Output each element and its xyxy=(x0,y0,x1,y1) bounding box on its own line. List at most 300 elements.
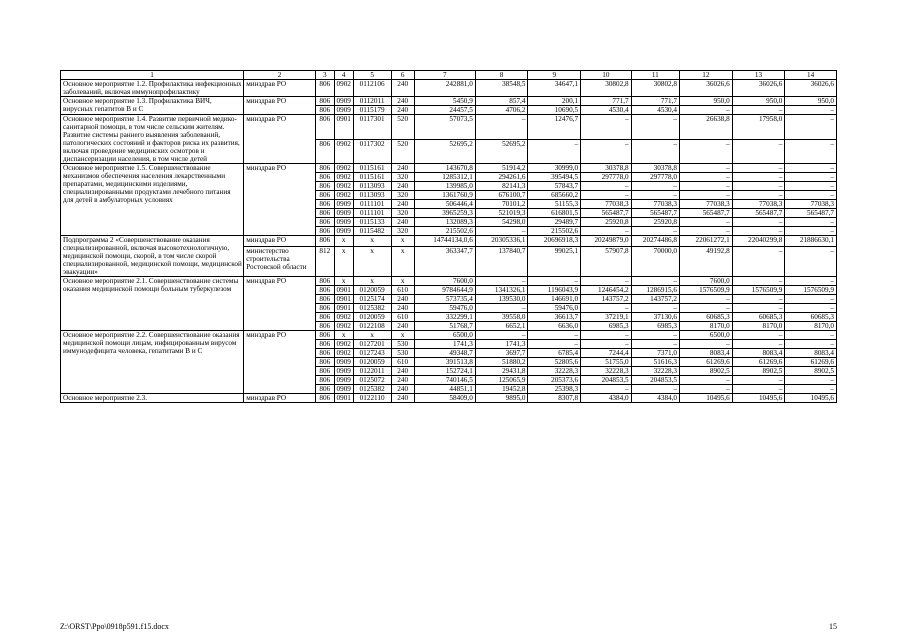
amount-cell: 77038,3 xyxy=(785,200,837,209)
responsible-executor: минздрав РО xyxy=(244,236,316,247)
amount-cell: 8083,4 xyxy=(785,349,837,358)
amount-cell: 51768,7 xyxy=(414,322,475,331)
amount-cell: 37219,1 xyxy=(581,313,632,322)
amount-cell: 59476,0 xyxy=(414,304,475,313)
amount-cell: 363347,7 xyxy=(414,246,475,276)
amount-cell: – xyxy=(680,191,733,200)
amount-cell: – xyxy=(475,304,528,313)
code-cell: 0115133 xyxy=(353,218,391,227)
code-cell: 0113093 xyxy=(353,191,391,200)
code-cell: 806 xyxy=(315,331,334,340)
code-cell: 0122110 xyxy=(353,394,391,403)
amount-cell: – xyxy=(581,331,632,340)
amount-cell: 573735,4 xyxy=(414,295,475,304)
amount-cell: – xyxy=(631,277,679,286)
amount-cell: 297778,0 xyxy=(631,173,679,182)
amount-cell: 740146,5 xyxy=(414,376,475,385)
code-cell: 240 xyxy=(391,97,414,106)
code-cell: 806 xyxy=(315,218,334,227)
table-body xyxy=(61,80,837,403)
amount-cell: 8902,5 xyxy=(785,367,837,376)
amount-cell: – xyxy=(785,295,837,304)
table-row xyxy=(61,164,837,173)
amount-cell: 4706,2 xyxy=(475,106,528,115)
code-cell: 812 xyxy=(315,246,334,276)
amount-cell: 6985,3 xyxy=(581,322,632,331)
amount-cell: 36026,6 xyxy=(785,80,837,97)
code-cell: 610 xyxy=(391,286,414,295)
amount-cell: 143757,2 xyxy=(581,295,632,304)
code-cell: x xyxy=(334,246,353,276)
code-cell: x xyxy=(334,331,353,340)
amount-cell: – xyxy=(680,139,733,164)
amount-cell: 294261,6 xyxy=(475,173,528,182)
amount-cell: 82141,3 xyxy=(475,182,528,191)
code-cell: 240 xyxy=(391,80,414,97)
amount-cell: 215502,6 xyxy=(528,227,581,236)
code-cell: 530 xyxy=(391,349,414,358)
code-cell: 0902 xyxy=(334,80,353,97)
code-cell: 806 xyxy=(315,80,334,97)
amount-cell: – xyxy=(785,218,837,227)
code-cell: 0901 xyxy=(334,394,353,403)
amount-cell: – xyxy=(631,139,679,164)
code-cell: 806 xyxy=(315,394,334,403)
amount-cell: 4530,4 xyxy=(581,106,632,115)
code-cell: 806 xyxy=(315,286,334,295)
amount-cell: – xyxy=(680,106,733,115)
responsible-executor: минздрав РО xyxy=(244,115,316,164)
amount-cell: 20249879,0 xyxy=(581,236,632,247)
amount-cell: 204853,5 xyxy=(581,376,632,385)
amount-cell: 14744134,0,6 xyxy=(414,236,475,247)
code-cell: 0125382 xyxy=(353,304,391,313)
column-header-10: 10 xyxy=(581,71,632,80)
code-cell: 0111101 xyxy=(353,209,391,218)
amount-cell: – xyxy=(631,115,679,140)
amount-cell: 49348,7 xyxy=(414,349,475,358)
amount-cell: – xyxy=(732,304,785,313)
amount-cell: 242881,0 xyxy=(414,80,475,97)
amount-cell: 52695,2 xyxy=(475,139,528,164)
column-header-3: 3 xyxy=(315,71,334,80)
code-cell: 240 xyxy=(391,200,414,209)
code-cell: x xyxy=(334,277,353,286)
amount-cell: – xyxy=(785,191,837,200)
amount-cell: 25920,8 xyxy=(631,218,679,227)
amount-cell: 51914,2 xyxy=(475,164,528,173)
code-cell: 0125072 xyxy=(353,376,391,385)
amount-cell: – xyxy=(732,218,785,227)
code-cell: 806 xyxy=(315,376,334,385)
amount-cell: 77038,3 xyxy=(680,200,733,209)
amount-cell: – xyxy=(631,385,679,394)
program-description: Основное мероприятие 2.3. xyxy=(61,394,244,403)
amount-cell: – xyxy=(680,173,733,182)
amount-cell: – xyxy=(581,304,632,313)
amount-cell: 51155,3 xyxy=(528,200,581,209)
amount-cell: 10495,6 xyxy=(732,394,785,403)
code-cell: 0909 xyxy=(334,97,353,106)
code-cell: x xyxy=(391,236,414,247)
responsible-executor: минздрав РО xyxy=(244,394,316,403)
amount-cell: 4384,0 xyxy=(631,394,679,403)
amount-cell: – xyxy=(732,164,785,173)
amount-cell: – xyxy=(785,115,837,140)
amount-cell: 139985,0 xyxy=(414,182,475,191)
amount-cell: 6500,0 xyxy=(680,331,733,340)
amount-cell: – xyxy=(631,227,679,236)
amount-cell: 3697,7 xyxy=(475,349,528,358)
budget-table xyxy=(60,70,837,403)
amount-cell: – xyxy=(785,331,837,340)
column-header-13: 13 xyxy=(732,71,785,80)
amount-cell: 565487,7 xyxy=(785,209,837,218)
footer-file-path: Z:\ORST\Ppo\0918p591.f15.docx xyxy=(60,622,169,631)
column-header-12: 12 xyxy=(680,71,733,80)
amount-cell: 57907,8 xyxy=(581,246,632,276)
amount-cell: 52805,6 xyxy=(528,358,581,367)
amount-cell: 771,7 xyxy=(631,97,679,106)
code-cell: x xyxy=(353,277,391,286)
table-row xyxy=(61,97,837,106)
amount-cell: – xyxy=(475,115,528,140)
column-header-4: 4 xyxy=(334,71,353,80)
code-cell: 0120059 xyxy=(353,313,391,322)
program-description: Основное мероприятие 1.5. Совершенствование механизмов обеспечения населения лекарственными препаратами, медицинскими изделиями, специализированными продуктами лечебного питания для детей в амбулаторных условиях xyxy=(61,164,244,236)
amount-cell: 20696918,3 xyxy=(528,236,581,247)
amount-cell: 5450,9 xyxy=(414,97,475,106)
code-cell: 806 xyxy=(315,164,334,173)
amount-cell: 506446,4 xyxy=(414,200,475,209)
amount-cell: 61269,6 xyxy=(785,358,837,367)
column-header-2: 2 xyxy=(244,71,316,80)
program-description: Основное мероприятие 1.3. Профилактика ВИЧ, вирусных гепатитов В и С xyxy=(61,97,244,115)
amount-cell: 51880,2 xyxy=(475,358,528,367)
amount-cell: 1741,3 xyxy=(414,340,475,349)
amount-cell: – xyxy=(581,139,632,164)
amount-cell: 51755,0 xyxy=(581,358,632,367)
amount-cell: 30999,0 xyxy=(528,164,581,173)
amount-cell: 3965259,3 xyxy=(414,209,475,218)
amount-cell: 9895,0 xyxy=(475,394,528,403)
responsible-executor: минздрав РО xyxy=(244,331,316,394)
code-cell: 0111101 xyxy=(353,200,391,209)
amount-cell: 7600,0 xyxy=(680,277,733,286)
amount-cell: – xyxy=(785,246,837,276)
amount-cell: 49192,8 xyxy=(680,246,733,276)
code-cell: 0909 xyxy=(334,358,353,367)
amount-cell: – xyxy=(732,376,785,385)
amount-cell: 8083,4 xyxy=(732,349,785,358)
code-cell: 0902 xyxy=(334,349,353,358)
amount-cell: 1361760,9 xyxy=(414,191,475,200)
amount-cell: 771,7 xyxy=(581,97,632,106)
amount-cell: 36026,6 xyxy=(732,80,785,97)
amount-cell: 10495,6 xyxy=(680,394,733,403)
amount-cell: – xyxy=(680,164,733,173)
amount-cell: 30378,8 xyxy=(581,164,632,173)
amount-cell: 1246454,2 xyxy=(581,286,632,295)
code-cell: 0902 xyxy=(334,164,353,173)
amount-cell: 565487,7 xyxy=(732,209,785,218)
amount-cell: 1285312,1 xyxy=(414,173,475,182)
code-cell: 0115161 xyxy=(353,173,391,182)
code-cell: 806 xyxy=(315,200,334,209)
amount-cell: – xyxy=(680,182,733,191)
code-cell: 0909 xyxy=(334,200,353,209)
program-description: Основное мероприятие 1.2. Профилактика инфекционных заболеваний, включая иммунопрофилактику xyxy=(61,80,244,97)
amount-cell: 6985,3 xyxy=(631,322,679,331)
column-number-header xyxy=(61,71,837,80)
amount-cell: 19452,8 xyxy=(475,385,528,394)
code-cell: 806 xyxy=(315,349,334,358)
code-cell: 806 xyxy=(315,97,334,106)
code-cell: 240 xyxy=(391,295,414,304)
code-cell: 0902 xyxy=(334,173,353,182)
code-cell: 806 xyxy=(315,139,334,164)
amount-cell: 39558,0 xyxy=(475,313,528,322)
column-header-6: 6 xyxy=(391,71,414,80)
amount-cell: 29431,8 xyxy=(475,367,528,376)
code-cell: 240 xyxy=(391,106,414,115)
amount-cell: 8902,5 xyxy=(680,367,733,376)
amount-cell: 17958,0 xyxy=(732,115,785,140)
amount-cell: – xyxy=(732,173,785,182)
amount-cell: – xyxy=(785,173,837,182)
column-header-8: 8 xyxy=(475,71,528,80)
column-header-1: 1 xyxy=(61,71,244,80)
amount-cell: 7600,0 xyxy=(414,277,475,286)
responsible-executor: минздрав РО xyxy=(244,277,316,331)
code-cell: 0115179 xyxy=(353,106,391,115)
amount-cell: – xyxy=(528,277,581,286)
amount-cell: – xyxy=(785,304,837,313)
amount-cell: 61269,6 xyxy=(732,358,785,367)
code-cell: x xyxy=(353,246,391,276)
code-cell: 0117302 xyxy=(353,139,391,164)
amount-cell: 950,0 xyxy=(732,97,785,106)
code-cell: 320 xyxy=(391,209,414,218)
amount-cell: – xyxy=(475,277,528,286)
table-row xyxy=(61,394,837,403)
code-cell: 0122011 xyxy=(353,367,391,376)
amount-cell: – xyxy=(785,227,837,236)
amount-cell: 70101,2 xyxy=(475,200,528,209)
amount-cell: – xyxy=(680,218,733,227)
amount-cell: 395494,5 xyxy=(528,173,581,182)
amount-cell: – xyxy=(581,191,632,200)
code-cell: 806 xyxy=(315,277,334,286)
amount-cell: 139530,0 xyxy=(475,295,528,304)
code-cell: 0112106 xyxy=(353,80,391,97)
amount-cell: 125065,9 xyxy=(475,376,528,385)
amount-cell: – xyxy=(680,340,733,349)
amount-cell: 51616,3 xyxy=(631,358,679,367)
code-cell: x xyxy=(391,277,414,286)
amount-cell: 58409,0 xyxy=(414,394,475,403)
amount-cell: – xyxy=(475,227,528,236)
amount-cell: 52695,2 xyxy=(414,139,475,164)
code-cell: 530 xyxy=(391,340,414,349)
program-description: Основное мероприятие 2.2. Совершенствование оказания медицинской помощи лицам, инфицированным вирусом иммунодефицита человека, гепатитами В и С xyxy=(61,331,244,394)
amount-cell: – xyxy=(680,376,733,385)
amount-cell: 20274486,8 xyxy=(631,236,679,247)
code-cell: 520 xyxy=(391,139,414,164)
amount-cell: 7371,0 xyxy=(631,349,679,358)
budget-table-container xyxy=(60,70,837,403)
amount-cell: 30378,8 xyxy=(631,164,679,173)
code-cell: 0117301 xyxy=(353,115,391,140)
amount-cell: – xyxy=(785,340,837,349)
amount-cell: – xyxy=(785,277,837,286)
amount-cell: 857,4 xyxy=(475,97,528,106)
code-cell: 0901 xyxy=(334,295,353,304)
amount-cell: 616801,5 xyxy=(528,209,581,218)
code-cell: 806 xyxy=(315,191,334,200)
amount-cell: – xyxy=(732,106,785,115)
amount-cell: – xyxy=(785,182,837,191)
code-cell: 240 xyxy=(391,304,414,313)
amount-cell: – xyxy=(680,304,733,313)
amount-cell: 32228,3 xyxy=(528,367,581,376)
amount-cell: 8307,8 xyxy=(528,394,581,403)
code-cell: 0902 xyxy=(334,340,353,349)
code-cell: 240 xyxy=(391,182,414,191)
amount-cell: 24457,5 xyxy=(414,106,475,115)
code-cell: 806 xyxy=(315,115,334,140)
amount-cell: 6636,0 xyxy=(528,322,581,331)
code-cell: 240 xyxy=(391,367,414,376)
code-cell: 240 xyxy=(391,394,414,403)
code-cell: 806 xyxy=(315,340,334,349)
code-cell: 0125174 xyxy=(353,295,391,304)
amount-cell: 152724,1 xyxy=(414,367,475,376)
code-cell: 0120059 xyxy=(353,286,391,295)
amount-cell: 36026,6 xyxy=(680,80,733,97)
amount-cell: 77038,3 xyxy=(631,200,679,209)
code-cell: 806 xyxy=(315,209,334,218)
amount-cell: – xyxy=(732,277,785,286)
amount-cell: 215502,6 xyxy=(414,227,475,236)
amount-cell: 1576509,9 xyxy=(785,286,837,295)
amount-cell: 54298,0 xyxy=(475,218,528,227)
amount-cell: 99025,1 xyxy=(528,246,581,276)
amount-cell: – xyxy=(581,277,632,286)
amount-cell: – xyxy=(581,385,632,394)
amount-cell: – xyxy=(528,139,581,164)
amount-cell: 565487,7 xyxy=(581,209,632,218)
amount-cell: 1341326,1 xyxy=(475,286,528,295)
amount-cell: 565487,7 xyxy=(631,209,679,218)
amount-cell: – xyxy=(528,331,581,340)
amount-cell: – xyxy=(732,295,785,304)
code-cell: 0902 xyxy=(334,313,353,322)
code-cell: 0901 xyxy=(334,286,353,295)
amount-cell: 38548,5 xyxy=(475,80,528,97)
amount-cell: 60685,3 xyxy=(680,313,733,322)
responsible-executor: минздрав РО xyxy=(244,80,316,97)
code-cell: 806 xyxy=(315,227,334,236)
amount-cell: 950,0 xyxy=(785,97,837,106)
amount-cell: – xyxy=(785,385,837,394)
amount-cell: 132089,3 xyxy=(414,218,475,227)
amount-cell: – xyxy=(581,227,632,236)
amount-cell: – xyxy=(732,331,785,340)
code-cell: 806 xyxy=(315,106,334,115)
column-header-9: 9 xyxy=(528,71,581,80)
amount-cell: 137840,7 xyxy=(475,246,528,276)
code-cell: 0909 xyxy=(334,218,353,227)
amount-cell: 205373,6 xyxy=(528,376,581,385)
amount-cell: 8083,4 xyxy=(680,349,733,358)
amount-cell: – xyxy=(680,227,733,236)
code-cell: 0125382 xyxy=(353,385,391,394)
amount-cell: 44851,1 xyxy=(414,385,475,394)
table-row xyxy=(61,115,837,140)
code-cell: 0909 xyxy=(334,209,353,218)
code-cell: 806 xyxy=(315,236,334,247)
amount-cell: 146691,0 xyxy=(528,295,581,304)
code-cell: 320 xyxy=(391,227,414,236)
column-header-11: 11 xyxy=(631,71,679,80)
amount-cell: 6500,0 xyxy=(414,331,475,340)
amount-cell: 521019,3 xyxy=(475,209,528,218)
amount-cell: – xyxy=(631,331,679,340)
amount-cell: 22061272,1 xyxy=(680,236,733,247)
code-cell: 0127201 xyxy=(353,340,391,349)
amount-cell: 1741,3 xyxy=(475,340,528,349)
amount-cell: – xyxy=(528,340,581,349)
code-cell: 806 xyxy=(315,322,334,331)
responsible-executor: минздрав РО xyxy=(244,164,316,236)
code-cell: 320 xyxy=(391,191,414,200)
amount-cell: 30802,8 xyxy=(581,80,632,97)
amount-cell: 34647,1 xyxy=(528,80,581,97)
amount-cell: – xyxy=(581,115,632,140)
code-cell: 806 xyxy=(315,367,334,376)
code-cell: 0902 xyxy=(334,191,353,200)
code-cell: 0909 xyxy=(334,367,353,376)
amount-cell: 332299,1 xyxy=(414,313,475,322)
amount-cell: 1196043,9 xyxy=(528,286,581,295)
code-cell: 0901 xyxy=(334,304,353,313)
amount-cell: 10495,6 xyxy=(785,394,837,403)
program-description: Основное мероприятие 1.4. Развитие первичной медико-санитарной помощи, в том числе сельским жителям. Развитие системы раннего выявления заболеваний, патологических состояний и факторов риска их развития, включая проведение медицинских осмотров и диспансеризации населения, в том числе детей xyxy=(61,115,244,164)
amount-cell: 12476,7 xyxy=(528,115,581,140)
amount-cell: – xyxy=(475,331,528,340)
code-cell: 0902 xyxy=(334,322,353,331)
code-cell: 806 xyxy=(315,385,334,394)
code-cell: 0115161 xyxy=(353,164,391,173)
amount-cell: 297778,0 xyxy=(581,173,632,182)
table-row xyxy=(61,277,837,286)
column-header-7: 7 xyxy=(414,71,475,80)
amount-cell: 4530,4 xyxy=(631,106,679,115)
amount-cell: 77038,3 xyxy=(581,200,632,209)
amount-cell: 1576509,9 xyxy=(732,286,785,295)
code-cell: 610 xyxy=(391,313,414,322)
code-cell: 0112011 xyxy=(353,97,391,106)
code-cell: 806 xyxy=(315,173,334,182)
code-cell: 0901 xyxy=(334,115,353,140)
amount-cell: 4384,0 xyxy=(581,394,632,403)
amount-cell: 26638,8 xyxy=(680,115,733,140)
amount-cell: 32228,3 xyxy=(631,367,679,376)
amount-cell: 57073,5 xyxy=(414,115,475,140)
code-cell: 240 xyxy=(391,322,414,331)
code-cell: 520 xyxy=(391,115,414,140)
